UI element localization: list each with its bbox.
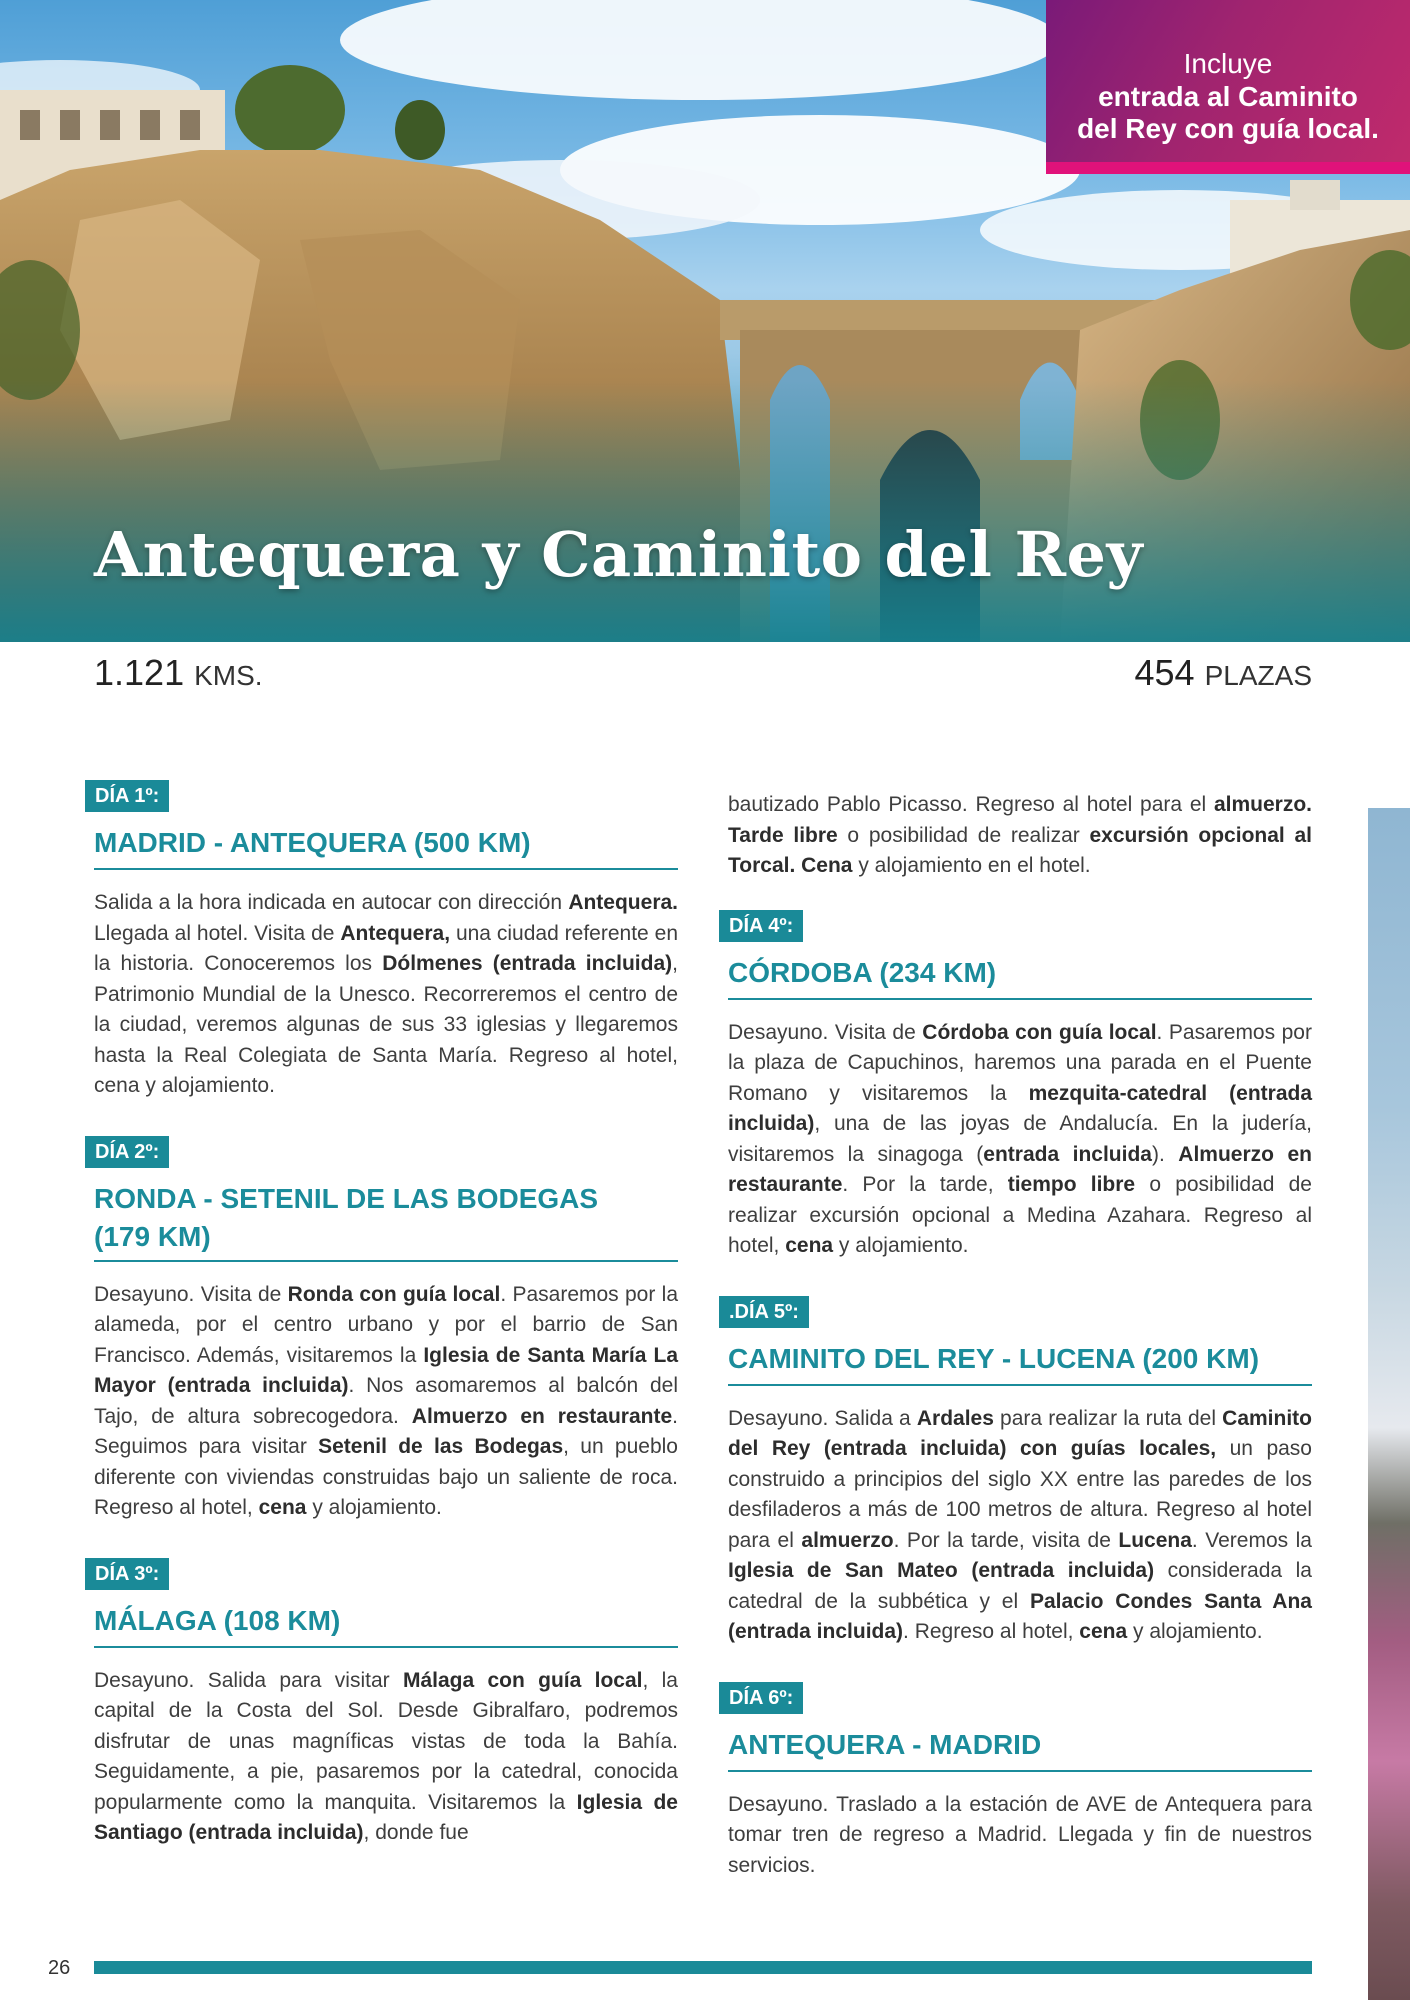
day-title: RONDA - SETENIL DE LAS BODEGAS (179 KM) [94, 1182, 599, 1252]
distance-value: 1.121 [94, 652, 185, 693]
promo-line-2: entrada al Caminito [1098, 81, 1358, 112]
itinerary-column-right [728, 790, 1312, 1915]
day-title: MADRID - ANTEQUERA (500 KM) [94, 824, 678, 870]
day-description: Desayuno. Visita de Ronda con guía local. Pasaremos por la alameda, por el centro urbano y por el barrio de San Francisco. Además, visitaremos la Iglesia de Santa María La Mayor (entrada incluida). Nos asomaremos al balcón del Tajo, de altura sobrecogedora. Almuerzo en restaurante. Seguimos para visitar Setenil de las Bodegas, un pueblo diferente con viviendas construidas bajo un saliente de roca. Regreso al hotel, cena y alojamiento. [94, 1282, 678, 1519]
day-description: Desayuno. Salida a Ardales para realizar la ruta del Caminito del Rey (entrada incluida) con guías locales, un paso construido a principios del siglo XX entre las paredes de los desfiladeros a más de 100 metros de altura. Regreso al hotel para el almuerzo. Por la tarde, visita de Lucena. Veremos la Iglesia de San Mateo (entrada incluida) considerada la catedral de la subbética y el Palacio Condes Santa Ana (entrada incluida). Regreso al hotel, cena y alojamiento. [728, 1406, 1312, 1643]
page-title: Antequera y Caminito del Rey [94, 518, 1143, 591]
seats-stat [1135, 652, 1312, 694]
day-description: Desayuno. Visita de Córdoba con guía local. Pasaremos por la plaza de Capuchinos, haremos una parada en el Puente Romano y visitaremos la mezquita-catedral (entrada incluida), una de las joyas de Andalucía. En la judería, visitaremos la sinagoga (entrada incluida). Almuerzo en restaurante. Por la tarde, tiempo libre o posibilidad de realizar excursión opcional a Medina Azahara. Regreso al hotel, cena y alojamiento. [728, 1020, 1312, 1257]
distance-stat [94, 652, 263, 694]
day-title: CAMINITO DEL REY - LUCENA (200 KM) [728, 1340, 1312, 1386]
day-badge: DÍA 2º: [85, 1136, 169, 1168]
day-2-section [94, 1136, 678, 1524]
day-3-section [94, 1558, 678, 1849]
day-title: MÁLAGA (108 KM) [94, 1602, 678, 1648]
day-description: bautizado Pablo Picasso. Regreso al hotel para el almuerzo. Tarde libre o posibilidad de realizar excursión opcional al Torcal. Cena y alojamiento en el hotel. [728, 793, 1312, 877]
title-underline [94, 1260, 678, 1262]
day-badge: DÍA 3º: [85, 1558, 169, 1590]
footer-bar [94, 1961, 1312, 1974]
page-number: 26 [48, 1957, 71, 1979]
day-title: ANTEQUERA - MADRID [728, 1726, 1312, 1772]
day-badge: DÍA 1º: [85, 780, 169, 812]
day-5-section [728, 1296, 1312, 1648]
seats-value: 454 [1134, 652, 1195, 693]
itinerary-column-left [94, 780, 678, 1883]
distance-unit: KMS. [194, 660, 263, 691]
adjacent-page-photo-edge [1368, 808, 1410, 2000]
day-6-section [728, 1682, 1312, 1882]
promo-line-3: del Rey con guía local. [1077, 113, 1379, 144]
promo-accent-bar [1046, 162, 1410, 174]
day-title: CÓRDOBA (234 KM) [728, 954, 1312, 1000]
day-4-section [728, 910, 1312, 1262]
day-badge: DÍA 6º: [719, 1682, 803, 1714]
day-badge: DÍA 4º: [719, 910, 803, 942]
day-description: Desayuno. Salida para visitar Málaga con guía local, la capital de la Costa del Sol. Desde Gibralfaro, podremos disfrutar de unas magníficas vistas de toda la Bahía. Seguidamente, a pie, pasaremos por la catedral, conocida popularmente como la manquita. Visitaremos la Iglesia de Santiago (entrada incluida), donde fue [94, 1668, 678, 1844]
seats-unit: PLAZAS [1204, 660, 1312, 691]
day-description: Salida a la hora indicada en autocar con dirección Antequera. Llegada al hotel. Visita de Antequera, una ciudad referente en la historia. Conoceremos los Dólmenes (entrada incluida), Patrimonio Mundial de la Unesco. Recorreremos el centro de la ciudad, veremos algunas de sus 33 iglesias y llegaremos hasta la Real Colegiata de Santa María. Regreso al hotel, cena y alojamiento. [94, 891, 678, 1097]
day-1-section [94, 780, 678, 1102]
promo-banner [1046, 0, 1410, 162]
day-badge: .DÍA 5º: [719, 1296, 809, 1328]
day-description: Desayuno. Traslado a la estación de AVE de Antequera para tomar tren de regreso a Madrid. Llegada y fin de nuestros servicios. [728, 1792, 1312, 1877]
day-3-continuation [728, 790, 1312, 882]
promo-line-1: Incluye [1183, 48, 1273, 79]
